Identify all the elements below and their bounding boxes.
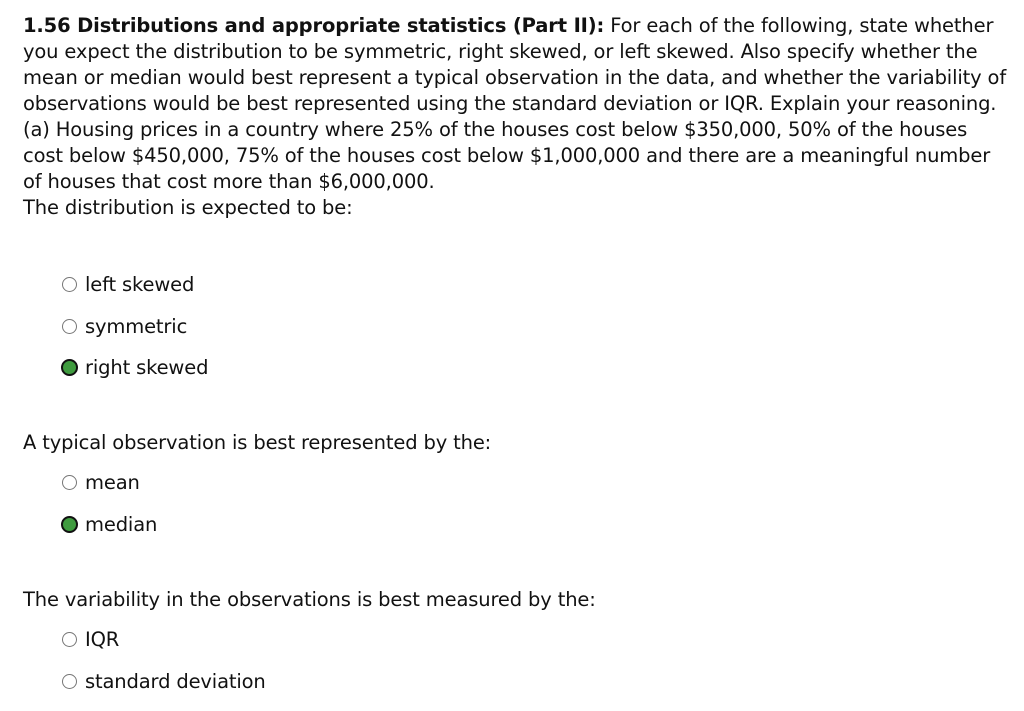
option-label: standard deviation <box>85 669 266 693</box>
option-label: symmetric <box>85 314 188 338</box>
typical-options <box>61 462 157 545</box>
option-label: right skewed <box>85 356 209 380</box>
option-label: mean <box>85 471 140 495</box>
option-label: median <box>85 512 158 536</box>
option-median[interactable] <box>61 504 157 546</box>
typical-prompt: A typical observation is best represented by the: <box>23 431 492 454</box>
question-title: 1.56 Distributions and appropriate statistics (Part II): <box>23 14 605 37</box>
option-label: left skewed <box>85 273 195 297</box>
radio-button[interactable] <box>62 632 77 647</box>
option-standard-deviation[interactable] <box>61 661 266 703</box>
distribution-options <box>61 264 208 389</box>
option-symmetric[interactable] <box>61 306 208 348</box>
option-mean[interactable] <box>61 462 157 504</box>
question-text <box>23 13 1008 221</box>
part-a-text: (a) Housing prices in a country where 25% of the houses cost below $350,000, 50% of the houses cost below $450,000, 75% of the houses cost below $1,000,000 and there are a meaningful number of houses that cost more than $6,000,000. <box>23 118 991 193</box>
option-label: IQR <box>85 628 120 652</box>
variability-prompt: The variability in the observations is best measured by the: <box>23 588 596 611</box>
radio-button[interactable] <box>62 674 77 689</box>
option-iqr[interactable] <box>61 619 266 661</box>
question-header <box>23 13 1008 117</box>
variability-options <box>61 619 266 702</box>
radio-button-selected[interactable] <box>61 516 78 533</box>
option-left-skewed[interactable] <box>61 264 208 306</box>
radio-button[interactable] <box>62 277 77 292</box>
radio-button[interactable] <box>62 319 77 334</box>
distribution-prompt: The distribution is expected to be: <box>23 196 353 219</box>
radio-button-selected[interactable] <box>61 359 78 376</box>
radio-button[interactable] <box>62 475 77 490</box>
option-right-skewed[interactable] <box>61 347 208 389</box>
question-intro: For each of the following, state whether you expect the distribution to be symmetric, right skewed, or left skewed. Also specify whether the mean or median would best represent a typical observation in the data, and whether the variability of observations would be best represented using the standard deviation or IQR. Explain your reasoning. <box>23 14 1007 115</box>
